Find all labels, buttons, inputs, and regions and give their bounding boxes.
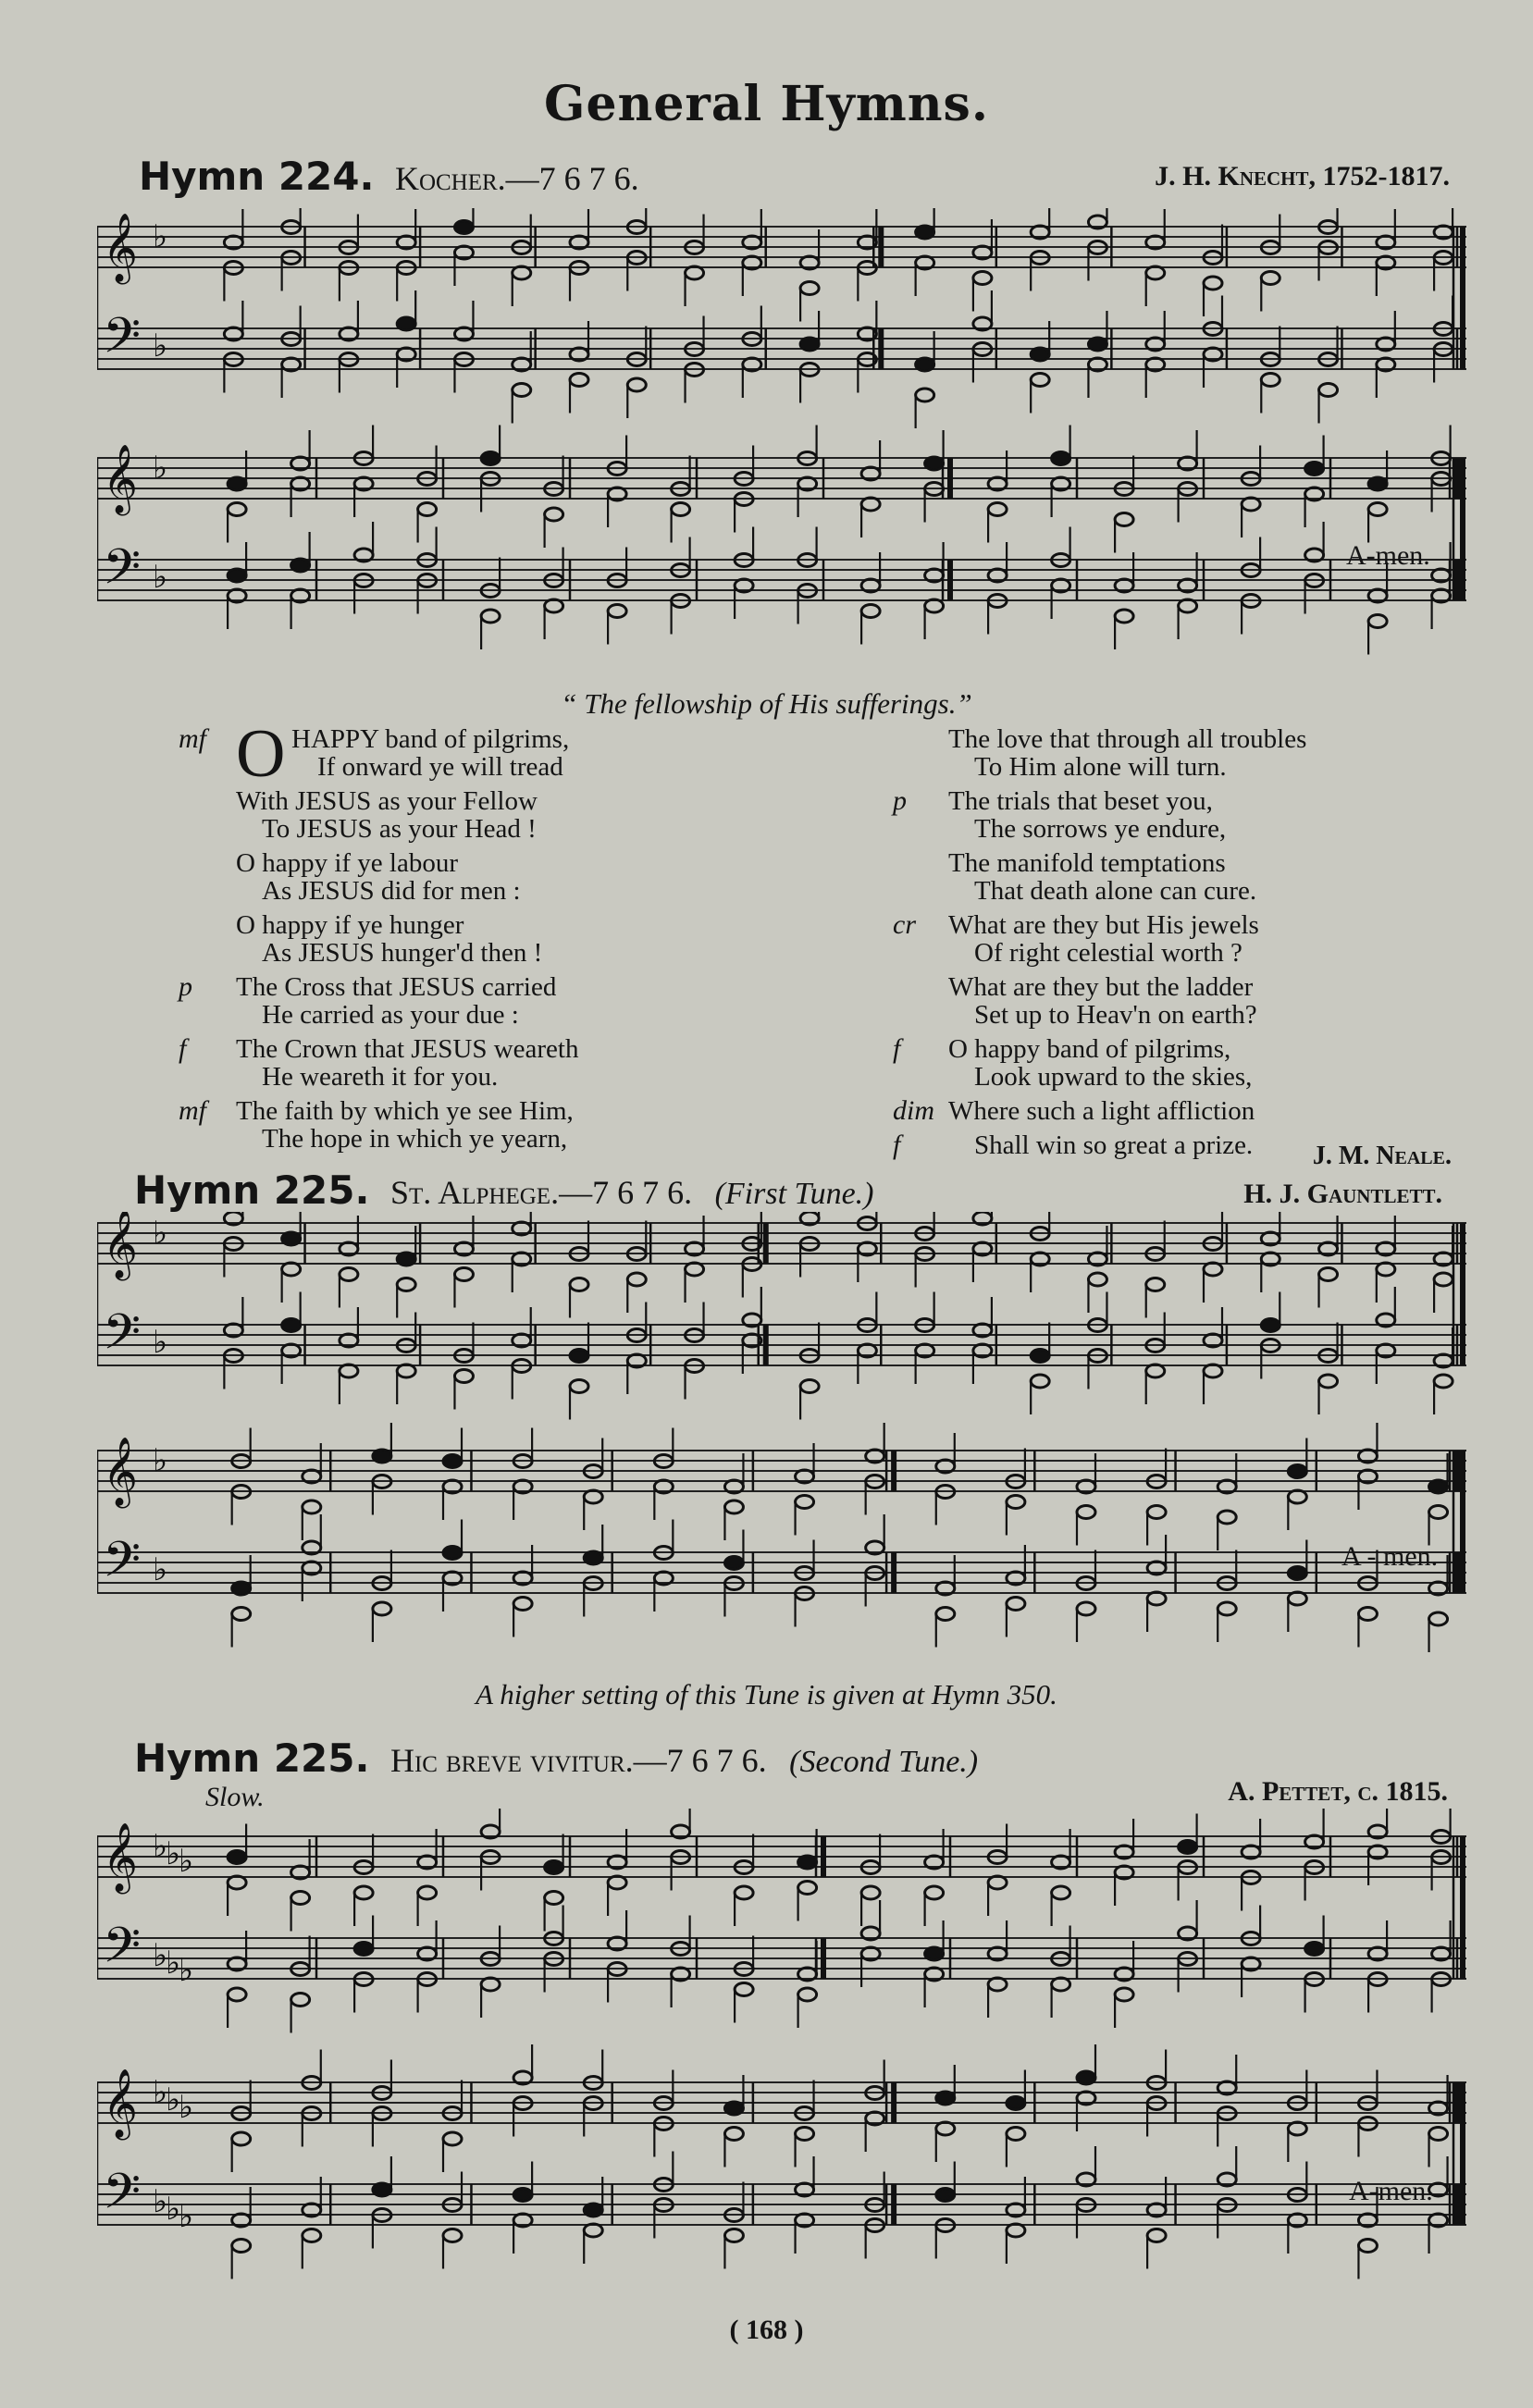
note-head <box>1368 503 1387 516</box>
svg-text:𝄞: 𝄞 <box>103 445 138 513</box>
svg-text:𝄞: 𝄞 <box>103 214 138 282</box>
verse-couplet <box>179 971 810 1030</box>
verse-line: The sorrows ye endure, <box>974 814 1227 844</box>
note-head <box>735 1983 753 1996</box>
note-head <box>1052 1886 1070 1899</box>
note-head <box>1031 1375 1049 1388</box>
verse-line: The love that through all troubles <box>948 724 1307 754</box>
note-head <box>1429 2128 1448 2141</box>
note-head <box>925 457 944 470</box>
verse-line: That death alone can cure. <box>974 876 1257 906</box>
note-head <box>796 2128 814 2141</box>
note-head <box>1052 1978 1070 1991</box>
note-head <box>1088 338 1106 351</box>
note-head <box>513 2189 532 2202</box>
note-head <box>672 503 690 516</box>
verse-line: Of right celestial worth ? <box>974 938 1242 968</box>
verse-line: The manifold temptations <box>948 848 1226 878</box>
dynamic-marking: cr <box>893 909 916 940</box>
tune-note: (Second Tune.) <box>789 1745 979 1779</box>
note-head <box>397 1253 415 1266</box>
dynamic-marking: p <box>179 971 192 1002</box>
note-head <box>340 1268 358 1281</box>
verse-couplet <box>893 1033 1503 1092</box>
svg-text:𝄞: 𝄞 <box>103 1438 138 1506</box>
note-head <box>686 1263 704 1276</box>
tune-name: Hic breve vivitur.—7 6 7 6. <box>389 1742 767 1779</box>
note-head <box>1115 610 1133 623</box>
note-head <box>291 1892 310 1905</box>
note-head <box>608 1876 626 1889</box>
note-head <box>545 1892 563 1905</box>
note-head <box>1305 463 1324 475</box>
verse-line: As JESUS hunger'd then ! <box>262 938 543 968</box>
page-number: ( 168 ) <box>729 2315 804 2345</box>
note-head <box>373 2183 391 2196</box>
svg-text:𝄢: 𝄢 <box>103 539 142 608</box>
note-head <box>397 1365 415 1377</box>
note-head <box>570 1350 588 1363</box>
note-head <box>925 1947 944 1960</box>
verse-line: O happy if ye hunger <box>236 910 464 940</box>
svg-text:𝄞: 𝄞 <box>103 2069 138 2138</box>
note-head <box>1147 2229 1166 2242</box>
note-head <box>1031 348 1049 361</box>
note-head <box>303 1500 321 1513</box>
note-head <box>481 452 500 465</box>
svg-text:♭: ♭ <box>153 1937 168 1974</box>
svg-text:♭: ♭ <box>153 2183 168 2220</box>
note-head <box>936 2122 955 2135</box>
svg-text:𝄢: 𝄢 <box>103 2164 142 2232</box>
svg-text:♭: ♭ <box>166 2191 181 2228</box>
note-head <box>282 1263 301 1276</box>
note-head <box>1077 1506 1095 1519</box>
note-head <box>1147 1592 1166 1605</box>
svg-text:♭: ♭ <box>179 2089 194 2126</box>
note-head <box>584 1490 602 1503</box>
note-head <box>373 1602 391 1615</box>
note-head <box>232 2240 251 2253</box>
note-head <box>228 569 246 582</box>
note-head <box>584 2224 602 2237</box>
note-head <box>1031 1350 1049 1363</box>
note-head <box>608 605 626 618</box>
verse-line: To Him alone will turn. <box>974 752 1227 782</box>
note-head <box>1368 477 1387 490</box>
note-head <box>570 374 588 387</box>
note-head <box>228 1988 246 2001</box>
verse-line: The hope in which ye yearn, <box>262 1124 568 1154</box>
note-head <box>936 2189 955 2202</box>
svg-text:𝄢: 𝄢 <box>103 1918 142 1986</box>
verse-couplet <box>236 911 810 967</box>
note-head <box>1218 1511 1236 1524</box>
note-head <box>1204 1263 1222 1276</box>
hymn-number: Hymn 225. <box>134 1167 370 1213</box>
verse-line: With JESUS as your Fellow <box>236 786 538 816</box>
note-head <box>861 498 880 511</box>
verse-line: What are they but the ladder <box>948 972 1254 1002</box>
note-head <box>228 477 246 490</box>
note-head <box>861 605 880 618</box>
staff-system <box>97 1809 1466 2033</box>
verse-line: The faith by which ye see Him, <box>236 1096 574 1126</box>
note-head <box>418 1886 437 1899</box>
note-head <box>1429 1612 1448 1625</box>
note-head <box>303 2229 321 2242</box>
note-head <box>373 1450 391 1463</box>
note-head <box>1429 1506 1448 1519</box>
note-head <box>724 2102 743 2115</box>
verse-column-right <box>893 724 1503 1166</box>
note-head <box>724 1557 743 1570</box>
note-head <box>443 1547 462 1560</box>
note-head <box>443 1455 462 1468</box>
dynamic-marking: dim <box>893 1095 934 1126</box>
note-head <box>1288 1490 1306 1503</box>
epigraph: “ The fellowship of His sufferings.” <box>561 687 972 720</box>
note-head <box>1242 498 1260 511</box>
note-head <box>1031 374 1049 387</box>
note-head <box>1288 1592 1306 1605</box>
note-head <box>228 1876 246 1889</box>
note-head <box>916 226 934 239</box>
note-head <box>1319 1268 1338 1281</box>
note-head <box>1368 615 1387 628</box>
note-head <box>397 1278 415 1291</box>
note-head <box>916 389 934 401</box>
note-head <box>686 266 704 279</box>
verse-couplet <box>236 849 810 905</box>
svg-text:𝄢: 𝄢 <box>103 1304 142 1373</box>
svg-text:𝄢: 𝄢 <box>103 308 142 377</box>
note-head <box>1288 1465 1306 1478</box>
note-head <box>1146 1365 1165 1377</box>
note-head <box>1147 1506 1166 1519</box>
svg-text:♭: ♭ <box>153 2074 168 2111</box>
note-head <box>800 282 819 295</box>
note-head <box>861 1886 880 1899</box>
hymn-224-music <box>97 208 1480 671</box>
note-head <box>1358 2240 1377 2253</box>
note-head <box>545 508 563 521</box>
note-head <box>1288 1567 1306 1580</box>
note-head <box>340 1365 358 1377</box>
note-head <box>627 1273 646 1286</box>
note-head <box>936 1608 955 1621</box>
svg-text:♭: ♭ <box>153 218 168 255</box>
note-head <box>228 503 246 516</box>
verse-couplet <box>948 973 1503 1029</box>
note-head <box>1077 1602 1095 1615</box>
verse-column-left <box>179 716 810 1159</box>
note-head <box>232 1608 251 1621</box>
note-head <box>1077 2071 1095 2084</box>
svg-text:♭: ♭ <box>153 327 168 364</box>
dynamic-marking: f <box>893 1130 901 1160</box>
note-head <box>1007 1598 1025 1611</box>
svg-text:♭: ♭ <box>166 2081 181 2118</box>
verse-line: The Crown that JESUS weareth <box>236 1034 579 1064</box>
note-head <box>798 1856 817 1869</box>
note-head <box>1007 2097 1025 2110</box>
hymn-225-second-header <box>134 1735 978 1781</box>
note-head <box>481 610 500 623</box>
verse-line: HAPPY band of pilgrims, <box>291 724 570 754</box>
tune-note: (First Tune.) <box>714 1177 874 1211</box>
note-head <box>232 1582 251 1595</box>
dynamic-marking: f <box>179 1033 187 1064</box>
note-head <box>1204 277 1222 290</box>
note-head <box>570 1380 588 1393</box>
svg-text:♭: ♭ <box>179 2198 194 2235</box>
verse-couplet <box>948 849 1503 905</box>
note-head <box>916 358 934 371</box>
amen-label: A-men. <box>1346 540 1430 571</box>
note-head <box>1007 1496 1025 1509</box>
note-head <box>1288 2122 1306 2135</box>
dynamic-marking: p <box>893 785 907 816</box>
page-heading: General Hymns. <box>544 76 989 132</box>
amen-label: A-men. <box>1349 2176 1433 2206</box>
note-head <box>1434 1273 1453 1286</box>
svg-text:♭: ♭ <box>153 1551 168 1588</box>
note-head <box>570 1278 588 1291</box>
note-head <box>228 1851 246 1864</box>
note-head <box>354 1886 373 1899</box>
svg-text:♭: ♭ <box>153 1215 168 1252</box>
note-head <box>397 317 415 330</box>
svg-text:𝄢: 𝄢 <box>103 1532 142 1600</box>
svg-text:𝄞: 𝄞 <box>103 1823 138 1892</box>
note-head <box>800 338 819 351</box>
note-head <box>443 2132 462 2145</box>
note-head <box>1261 374 1280 387</box>
verse-line: The trials that beset you, <box>948 786 1213 816</box>
tune-name: Kocher.—7 6 7 6. <box>394 160 639 197</box>
staff-system <box>97 426 1466 655</box>
note-head <box>988 1978 1007 1991</box>
svg-text:𝄞: 𝄞 <box>103 1212 138 1278</box>
svg-text:♭: ♭ <box>153 559 168 596</box>
note-head <box>443 2229 462 2242</box>
bass-staff <box>97 2164 1466 2235</box>
hymn-number: Hymn 225. <box>134 1735 370 1781</box>
staff-system <box>97 1212 1466 1420</box>
verse-line: The Cross that JESUS carried <box>236 972 557 1002</box>
note-head <box>232 2132 251 2145</box>
note-head <box>1429 1480 1448 1493</box>
verse-line: He carried as your due : <box>262 1000 519 1030</box>
note-head <box>1319 384 1338 397</box>
note-head <box>1179 1841 1197 1854</box>
note-head <box>1305 1943 1324 1956</box>
tune-note-footer: A higher setting of this Tune is given at Hymn 350. <box>476 1678 1057 1710</box>
amen-label: A - men. <box>1341 1541 1439 1572</box>
tempo-marking: Slow. <box>205 1782 265 1812</box>
svg-text:♭: ♭ <box>153 450 168 487</box>
note-head <box>798 1882 817 1895</box>
staff-system <box>97 208 1466 428</box>
hymn-224-header <box>139 154 639 199</box>
verse-line: As JESUS did for men : <box>262 876 521 906</box>
verse-couplet <box>948 725 1503 781</box>
verse-couplet <box>179 1095 810 1154</box>
note-head <box>1319 1375 1338 1388</box>
hymn-225-second-music <box>97 1809 1480 2313</box>
note-head <box>1377 1263 1395 1276</box>
note-head <box>513 266 531 279</box>
note-head <box>418 503 437 516</box>
note-head <box>1204 1365 1222 1377</box>
staff-system <box>97 1423 1466 1652</box>
note-head <box>282 1232 301 1245</box>
verse-couplet <box>179 1033 810 1092</box>
composer: H. J. Gauntlett. <box>1243 1179 1442 1209</box>
svg-text:♭: ♭ <box>166 1945 181 1982</box>
note-head <box>973 272 992 285</box>
note-head <box>1088 1273 1106 1286</box>
note-head <box>988 503 1007 516</box>
verse-line: Shall win so great a prize. <box>974 1130 1254 1160</box>
note-head <box>545 1861 563 1874</box>
verse-couplet <box>893 785 1503 844</box>
verse-line: To JESUS as your Head ! <box>262 814 537 844</box>
svg-text:♭: ♭ <box>166 1835 181 1872</box>
staff-system <box>97 2044 1466 2279</box>
note-head <box>1358 1608 1377 1621</box>
dynamic-marking: f <box>893 1033 901 1064</box>
note-head <box>735 1886 753 1899</box>
svg-text:♭: ♭ <box>179 1952 194 1989</box>
verse-line: If onward ye will tread <box>317 752 563 782</box>
note-head <box>925 1886 944 1899</box>
note-head <box>1146 1278 1165 1291</box>
note-head <box>1115 513 1133 526</box>
note-head <box>796 1496 814 1509</box>
verse-line: Where such a light affliction <box>948 1096 1255 1126</box>
hymn-225-first-header <box>134 1167 874 1213</box>
note-head <box>1434 1375 1453 1388</box>
note-head <box>1146 266 1165 279</box>
svg-text:♭: ♭ <box>153 1324 168 1361</box>
verse-line: Look upward to the skies, <box>974 1062 1253 1092</box>
note-head <box>1261 272 1280 285</box>
note-head <box>800 1380 819 1393</box>
verse-couplet <box>893 1095 1503 1126</box>
verse-line: O happy band of pilgrims, <box>948 1034 1231 1064</box>
verse-line: O happy if ye labour <box>236 848 458 878</box>
verse-couplet <box>893 909 1503 968</box>
composer: J. H. Knecht, 1752-1817. <box>1155 161 1450 191</box>
note-head <box>291 1994 310 2007</box>
note-head <box>1115 1988 1133 2001</box>
note-head <box>454 1370 473 1383</box>
svg-text:♭: ♭ <box>179 1843 194 1880</box>
drop-cap: O <box>236 716 286 792</box>
note-head <box>724 2128 743 2141</box>
note-head <box>988 1876 1007 1889</box>
note-head <box>627 378 646 391</box>
note-head <box>513 384 531 397</box>
note-head <box>724 2229 743 2242</box>
hymn-number: Hymn 224. <box>139 154 375 199</box>
tune-name: St. Alphege.—7 6 7 6. <box>389 1174 693 1211</box>
dynamic-marking: mf <box>179 1095 206 1126</box>
note-head <box>724 1500 743 1513</box>
note-head <box>1261 1319 1280 1332</box>
note-head <box>454 1268 473 1281</box>
note-head <box>936 2092 955 2105</box>
note-head <box>545 599 563 612</box>
author: J. M. Neale. <box>1312 1142 1452 1170</box>
hymn-225-first-music <box>97 1212 1480 1656</box>
note-head <box>1179 599 1197 612</box>
verse-line: What are they but His jewels <box>948 910 1259 940</box>
note-head <box>282 1319 301 1332</box>
svg-text:♭: ♭ <box>153 1442 168 1479</box>
note-head <box>925 599 944 612</box>
verse-line: He weareth it for you. <box>262 1062 499 1092</box>
note-head <box>513 1598 532 1611</box>
bass-staff <box>97 308 1466 377</box>
note-head <box>291 559 310 572</box>
note-head <box>1052 452 1070 465</box>
note-head <box>1007 2224 1025 2237</box>
note-head <box>584 1551 602 1564</box>
composer: A. Pettet, c. 1815. <box>1228 1776 1448 1807</box>
verse-couplet <box>179 723 810 782</box>
verse-couplet <box>236 787 810 843</box>
svg-text:♭: ♭ <box>153 1828 168 1865</box>
note-head <box>454 221 473 234</box>
note-head <box>354 1943 373 1956</box>
verse-line: Set up to Heav'n on earth? <box>974 1000 1257 1030</box>
note-head <box>481 1978 500 1991</box>
note-head <box>1218 1602 1236 1615</box>
note-head <box>798 1988 817 2001</box>
dynamic-marking: mf <box>179 723 206 754</box>
note-head <box>584 2204 602 2217</box>
note-head <box>1007 2128 1025 2141</box>
